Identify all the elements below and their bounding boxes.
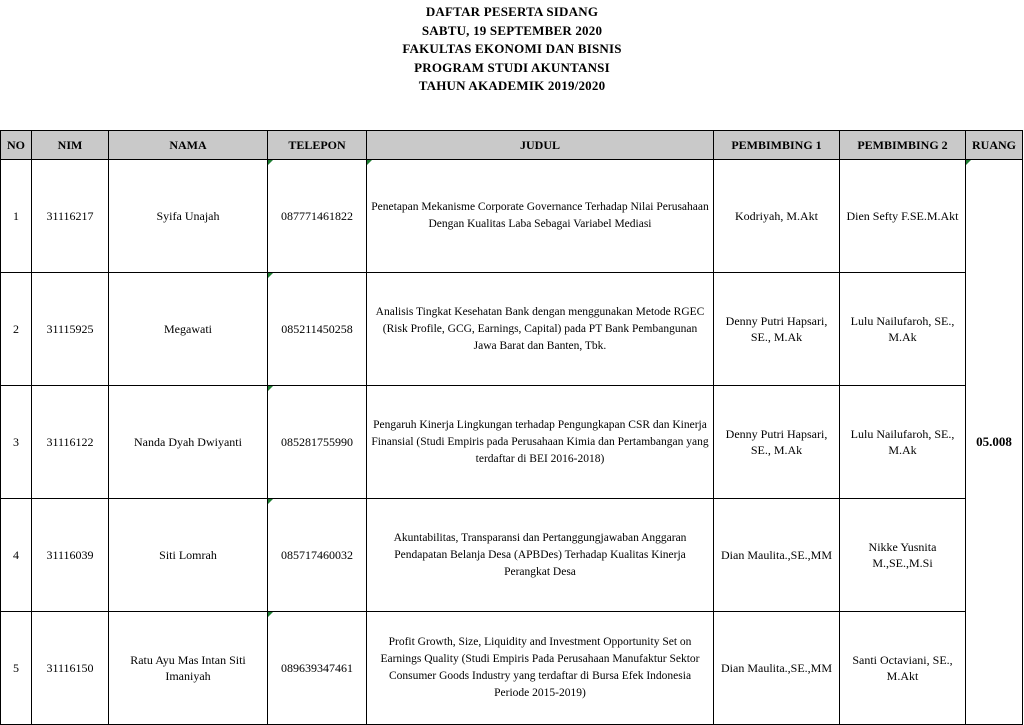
cell-nama: Siti Lomrah [109, 499, 268, 612]
cell-no: 2 [1, 273, 32, 386]
table-row [1, 273, 1023, 386]
cell-pembimbing-2: Santi Octaviani, SE., M.Akt [840, 612, 966, 725]
table-row [1, 612, 1023, 725]
cell-no: 3 [1, 386, 32, 499]
cell-nim: 31116217 [32, 160, 109, 273]
header-title: DAFTAR PESERTA SIDANG [425, 4, 599, 19]
cell-telepon: 085717460032 [268, 499, 367, 612]
cell-no: 5 [1, 612, 32, 725]
cell-ruang: 05.008 [966, 160, 1023, 725]
cell-nim: 31115925 [32, 273, 109, 386]
column-header-ruang: RUANG [966, 131, 1023, 160]
cell-pembimbing-2: Lulu Nailufaroh, SE., M.Ak [840, 273, 966, 386]
cell-pembimbing-2: Nikke Yusnita M.,SE.,M.Si [840, 499, 966, 612]
cell-pembimbing-2: Dien Sefty F.SE.M.Akt [840, 160, 966, 273]
table-row [1, 499, 1023, 612]
cell-pembimbing-1: Kodriyah, M.Akt [714, 160, 840, 273]
cell-pembimbing-1: Dian Maulita.,SE.,MM [714, 499, 840, 612]
header-academic-year: TAHUN AKADEMIK 2019/2020 [418, 78, 606, 93]
table-row [1, 386, 1023, 499]
cell-nim: 31116122 [32, 386, 109, 499]
cell-judul: Analisis Tingkat Kesehatan Bank dengan menggunakan Metode RGEC (Risk Profile, GCG, Earnings, Capital) pada PT Bank Pembangunan Jawa Barat dan Banten, Tbk. [367, 273, 714, 386]
cell-telepon: 085281755990 [268, 386, 367, 499]
document-header [0, 0, 1024, 96]
cell-pembimbing-2: Lulu Nailufaroh, SE., M.Ak [840, 386, 966, 499]
cell-nama: Syifa Unajah [109, 160, 268, 273]
cell-nama: Nanda Dyah Dwiyanti [109, 386, 268, 499]
cell-telepon: 087771461822 [268, 160, 367, 273]
participants-table [0, 130, 1023, 725]
cell-nim: 31116150 [32, 612, 109, 725]
cell-nama: Megawati [109, 273, 268, 386]
column-header-pembimbing-2: PEMBIMBING 2 [840, 131, 966, 160]
table-row [1, 160, 1023, 273]
column-header-nim: NIM [32, 131, 109, 160]
column-header-judul: JUDUL [367, 131, 714, 160]
header-faculty: FAKULTAS EKONOMI DAN BISNIS [402, 41, 622, 56]
cell-judul: Akuntabilitas, Transparansi dan Pertanggungjawaban Anggaran Pendapatan Belanja Desa (APBDes) Terhadap Kualitas Kinerja Perangkat Desa [367, 499, 714, 612]
table-header-row [1, 131, 1023, 160]
column-header-no: NO [1, 131, 32, 160]
cell-pembimbing-1: Denny Putri Hapsari, SE., M.Ak [714, 273, 840, 386]
cell-nama: Ratu Ayu Mas Intan Siti Imaniyah [109, 612, 268, 725]
cell-pembimbing-1: Denny Putri Hapsari, SE., M.Ak [714, 386, 840, 499]
header-program: PROGRAM STUDI AKUNTANSI [414, 59, 610, 75]
cell-pembimbing-1: Dian Maulita.,SE.,MM [714, 612, 840, 725]
cell-no: 4 [1, 499, 32, 612]
cell-judul: Pengaruh Kinerja Lingkungan terhadap Pengungkapan CSR dan Kinerja Finansial (Studi Empiris pada Perusahaan Kimia dan Pertambangan yang terdaftar di BEI 2016-2018) [367, 386, 714, 499]
header-date: SABTU, 19 SEPTEMBER 2020 [421, 22, 603, 38]
cell-nim: 31116039 [32, 499, 109, 612]
cell-telepon: 089639347461 [268, 612, 367, 725]
cell-judul: Penetapan Mekanisme Corporate Governance Terhadap Nilai Perusahaan Dengan Kualitas Laba Sebagai Variabel Mediasi [367, 160, 714, 273]
column-header-pembimbing-1: PEMBIMBING 1 [714, 131, 840, 160]
cell-telepon: 085211450258 [268, 273, 367, 386]
column-header-telepon: TELEPON [268, 131, 367, 160]
cell-judul: Profit Growth, Size, Liquidity and Investment Opportunity Set on Earnings Quality (Studi Empiris Pada Perusahaan Manufaktur Sektor Consumer Goods Industry yang terdaftar di Bursa Efek Indonesia Periode 2015-2019) [367, 612, 714, 725]
column-header-nama: NAMA [109, 131, 268, 160]
cell-no: 1 [1, 160, 32, 273]
